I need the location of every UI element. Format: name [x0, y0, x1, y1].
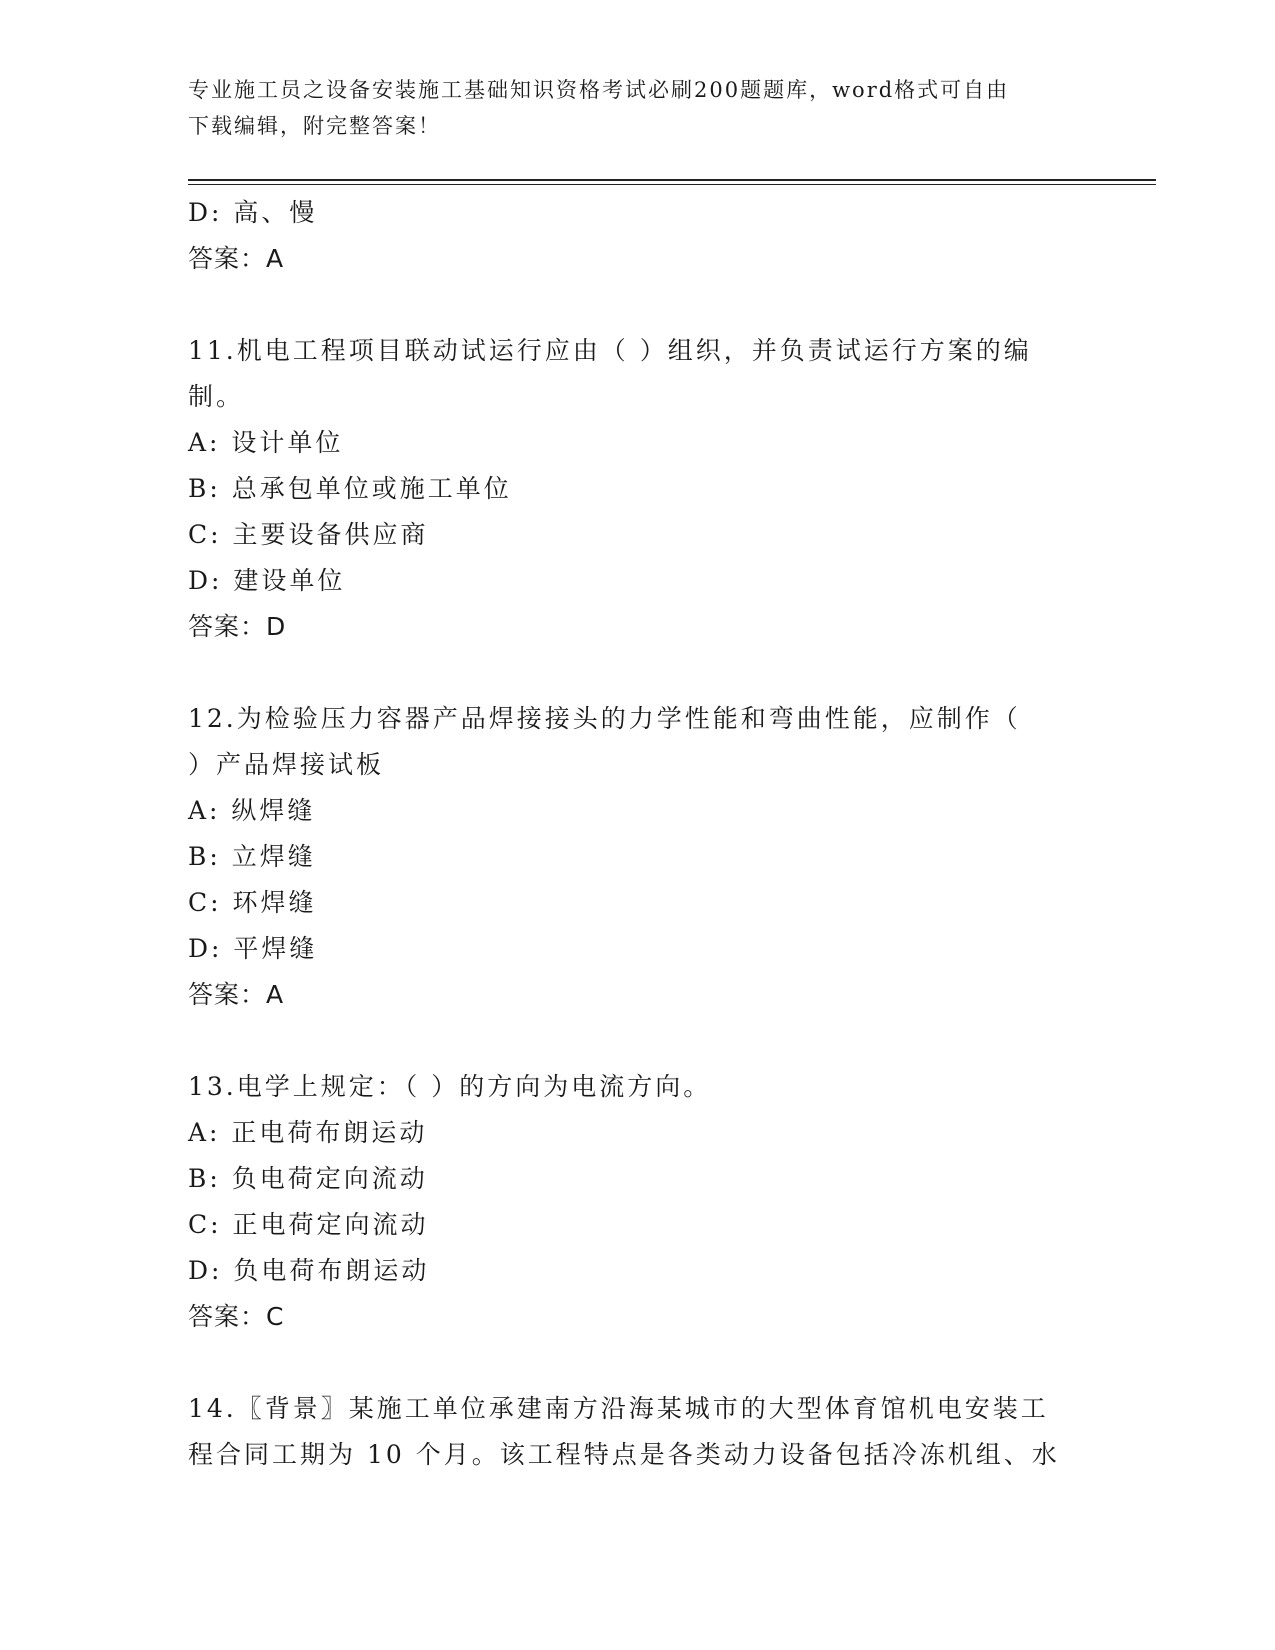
question-12	[188, 696, 1068, 1018]
option-c: C: 主要设备供应商	[188, 520, 429, 549]
option-d: D: 负电荷布朗运动	[188, 1256, 430, 1285]
option-d: D: 平焊缝	[188, 934, 318, 963]
option-d: D: 建设单位	[188, 566, 346, 595]
option-d: D: 高、慢	[188, 198, 318, 227]
question-text-line-1: 14.〖背景〗某施工单位承建南方沿海某城市的大型体育馆机电安装工	[188, 1394, 1049, 1423]
question-13	[188, 1064, 1068, 1340]
spacer	[188, 1340, 1068, 1386]
option-c: C: 环焊缝	[188, 888, 317, 917]
document-body	[188, 190, 1068, 1478]
answer-label: 答案：A	[188, 980, 285, 1009]
header-title-line-1: 专业施工员之设备安装施工基础知识资格考试必刷200题题库，word格式可自由	[188, 78, 1010, 102]
header-divider-thick	[188, 179, 1156, 181]
answer-label: 答案：D	[188, 612, 287, 641]
answer-label: 答案：C	[188, 1302, 285, 1331]
document-header	[188, 72, 1068, 144]
answer-label: 答案：A	[188, 244, 285, 273]
question-text-line-2: 程合同工期为 10 个月。该工程特点是各类动力设备包括冷冻机组、水	[188, 1440, 1060, 1469]
question-text-line-1: 12.为检验压力容器产品焊接接头的力学性能和弯曲性能，应制作（	[188, 704, 1021, 733]
option-a: A: 设计单位	[188, 428, 344, 457]
question-14	[188, 1386, 1068, 1478]
question-10-continuation	[188, 190, 1068, 282]
question-text-line-2: ）产品焊接试板	[188, 750, 385, 779]
spacer	[188, 1018, 1068, 1064]
header-divider-thin	[188, 184, 1156, 185]
header-title-line-2: 下载编辑，附完整答案！	[188, 114, 441, 138]
option-a: A: 正电荷布朗运动	[188, 1118, 428, 1147]
question-text-line-1: 13.电学上规定：（ ）的方向为电流方向。	[188, 1072, 712, 1101]
option-b: B: 总承包单位或施工单位	[188, 474, 512, 503]
spacer	[188, 282, 1068, 328]
spacer	[188, 650, 1068, 696]
option-b: B: 立焊缝	[188, 842, 316, 871]
option-c: C: 正电荷定向流动	[188, 1210, 429, 1239]
option-b: B: 负电荷定向流动	[188, 1164, 428, 1193]
question-text-line-1: 11.机电工程项目联动试运行应由（ ）组织，并负责试运行方案的编	[188, 336, 1032, 365]
question-text-line-2: 制。	[188, 382, 245, 411]
question-11	[188, 328, 1068, 650]
option-a: A: 纵焊缝	[188, 796, 316, 825]
